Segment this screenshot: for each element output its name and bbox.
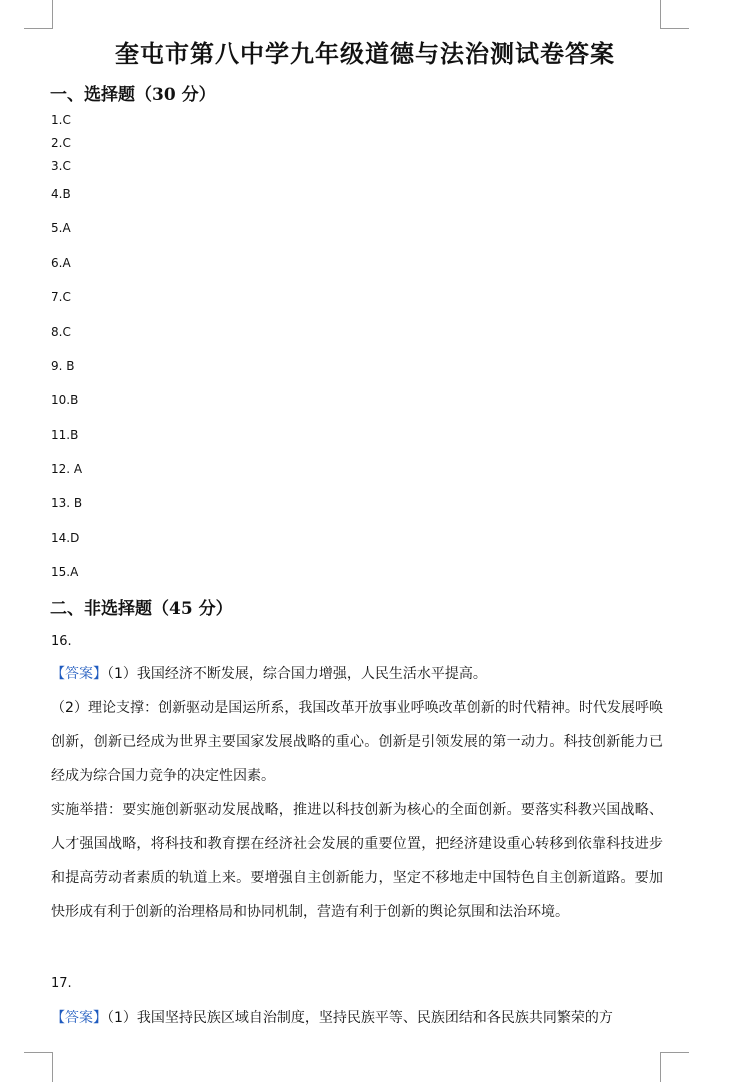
page-title: 奎屯市第八中学九年级道德与法治测试卷答案: [115, 39, 615, 68]
answer-item: 7.C: [51, 290, 71, 304]
question-number-17: 17.: [51, 976, 72, 991]
answer-item: 5.A: [51, 221, 71, 235]
q17-answer-part1: [51, 1001, 663, 1035]
q16-answer-part2: （2）理论支撑：创新驱动是国运所系，我国改革开放事业呼唤改革创新的时代精神。时代发展呼唤创新，创新已经成为世界主要国家发展战略的重心。创新是引领发展的第一动力。科技创新能力已经成为综合国力竞争的决定性因素。: [51, 700, 663, 784]
answer-item: 12. A: [51, 462, 83, 476]
q16-answer-measures: 实施举措：要实施创新驱动发展战略，推进以科技创新为核心的全面创新。要落实科教兴国战略、人才强国战略，将科技和教育摆在经济社会发展的重要位置，把经济建设重心转移到依靠科技进步和提高劳动者素质的轨道上来。要增强自主创新能力，坚定不移地走中国特色自主创新道路。要加快形成有利于创新的治理格局和协同机制，营造有利于创新的舆论氛围和法治环境。: [51, 802, 663, 920]
crop-mark-top-left: [24, 0, 53, 29]
answer-item: 8.C: [51, 325, 71, 339]
answer-item: 4.B: [51, 187, 71, 201]
answer-item: 9. B: [51, 359, 75, 373]
answer-tag: 【答案】: [51, 666, 107, 682]
answer-item: 6.A: [51, 256, 71, 270]
answer-item: 11.B: [51, 428, 79, 442]
answer-item: 15.A: [51, 565, 79, 579]
crop-mark-bottom-left: [24, 1052, 53, 1082]
q17-line-1: （1）我国坚持民族区域自治制度，坚持民族平等、民族团结和各民族共同繁荣的方: [107, 1010, 613, 1026]
q16-line-1: （1）我国经济不断发展，综合国力增强，人民生活水平提高。: [107, 666, 487, 682]
section-heading-choice: 一、选择题（30 分）: [50, 85, 216, 105]
answer-item: 10.B: [51, 393, 79, 407]
q16-answer-part1: [51, 657, 663, 691]
answer-item: 3.C: [51, 159, 71, 173]
answer-item: 2.C: [51, 136, 71, 150]
crop-mark-bottom-right: [660, 1052, 689, 1082]
answer-item: 13. B: [51, 496, 83, 510]
answer-tag: 【答案】: [51, 1010, 107, 1026]
crop-mark-top-right: [660, 0, 689, 29]
answer-item: 14.D: [51, 531, 80, 545]
section-heading-nonchoice: 二、非选择题（45 分）: [50, 599, 233, 619]
answer-item: 1.C: [51, 113, 71, 127]
question-number-16: 16.: [51, 634, 72, 649]
